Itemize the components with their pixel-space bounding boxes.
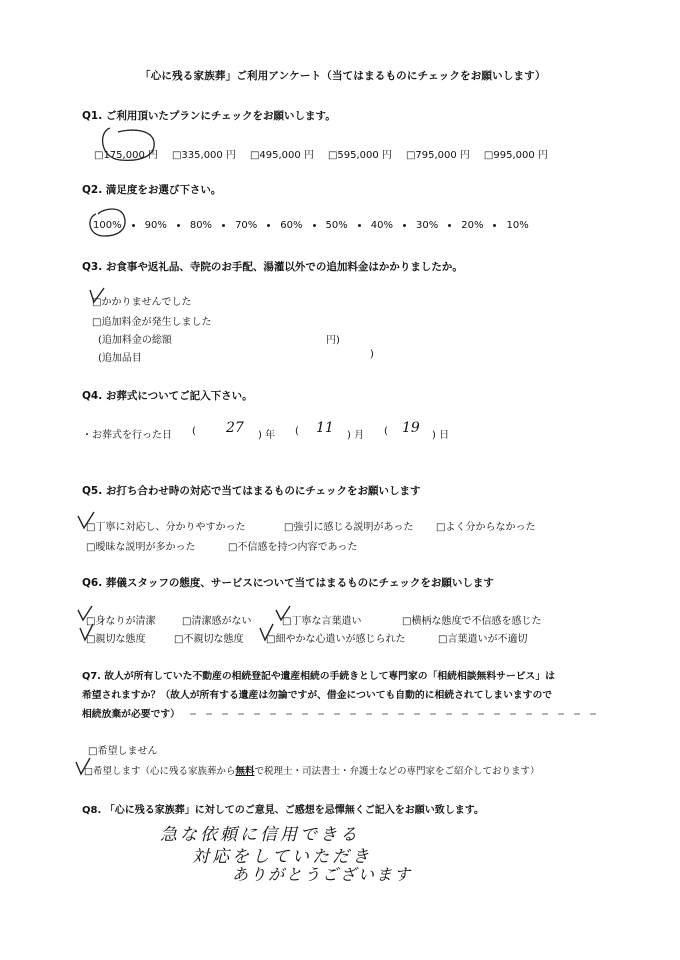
- q4-year-value[interactable]: 27: [226, 420, 244, 436]
- q2-label: Q2. 満足度をお選び下さい。: [82, 184, 222, 196]
- q2-option-60[interactable]: 60%: [280, 220, 303, 231]
- q4-date-label: ・お葬式を行った日: [82, 430, 172, 441]
- q7-option-decline[interactable]: □希望しません: [88, 746, 158, 757]
- q2-option-20[interactable]: 20%: [461, 220, 484, 231]
- q3-total-label: (追加料金の総額: [98, 335, 172, 346]
- q5-option-polite[interactable]: □丁寧に対応し、分かりやすかった: [86, 522, 246, 533]
- q6-option-polite-language[interactable]: □丁寧な言葉遣い: [282, 616, 362, 627]
- q2-options: [93, 220, 529, 231]
- q1-option-335000[interactable]: □335,000 円: [171, 150, 236, 161]
- q6-option-arrogant[interactable]: □横柄な態度で不信感を感じた: [402, 616, 542, 627]
- q7-label-line2: 希望されますか？（故人が所有する遺産は勿論ですが、借金についても自動的に相続されてしまいますので: [82, 690, 553, 701]
- q6-option-unkind[interactable]: □不親切な態度: [174, 634, 244, 645]
- q1-option-995000[interactable]: □995,000 円: [483, 150, 548, 161]
- q7-label-line1: Q7. 故人が所有していた不動産の相続登記や遺産相続の手続きとして専門家の「相続相談無料サービス」は: [82, 671, 555, 682]
- q6-option-inappropriate-language[interactable]: □言葉遣いが不適切: [438, 634, 528, 645]
- q4-open-year: (: [192, 426, 196, 437]
- q7-accept-text-pre: □希望します（心に残る家族葬から: [84, 766, 236, 777]
- q2-option-90[interactable]: 90%: [144, 220, 167, 231]
- q5-option-pushy[interactable]: □強引に感じる説明があった: [284, 522, 414, 533]
- q8-label: Q8. 「心に残る家族葬」に対してのご意見、ご感想を忌憚無くご記入をお願い致します。: [82, 805, 484, 816]
- q1-option-595000[interactable]: □595,000 円: [327, 150, 392, 161]
- q2-option-50[interactable]: 50%: [325, 220, 348, 231]
- q3-option-additional[interactable]: □追加料金が発生しました: [92, 317, 212, 328]
- q4-open-day: (: [384, 426, 388, 437]
- q5-option-vague[interactable]: □曖昧な説明が多かった: [86, 542, 196, 553]
- q1-label: Q1. ご利用頂いたプランにチェックをお願いします。: [82, 110, 336, 122]
- q3-label: Q3. お食事や返礼品、寺院のお手配、湯灌以外での追加料金はかかりましたか。: [82, 261, 463, 273]
- q3-total-unit: 円): [326, 335, 340, 346]
- q8-handwritten-line3: ありがとうございます: [232, 865, 413, 884]
- q4-day-value[interactable]: 19: [402, 420, 420, 436]
- q6-option-clean-appearance[interactable]: □身なりが清潔: [86, 616, 156, 627]
- q4-month-value[interactable]: 11: [316, 420, 334, 436]
- q4-close-day: ) 日: [432, 430, 450, 441]
- q8-handwritten-line1: 急な依頼に信用できる: [160, 825, 360, 845]
- q2-option-100[interactable]: 100%: [93, 220, 122, 231]
- q6-label: Q6. 葬儀スタッフの態度、サービスについて当てはまるものにチェックをお願いします: [82, 577, 494, 589]
- q1-options: [94, 146, 548, 161]
- q7-option-accept[interactable]: [84, 763, 540, 777]
- q2-option-80[interactable]: 80%: [189, 220, 213, 231]
- q3-items-close: ): [370, 349, 374, 360]
- q2-option-40[interactable]: 40%: [370, 220, 393, 231]
- q4-close-month: ) 月: [347, 430, 365, 441]
- q4-label: Q4. お葬式についてご記入下さい。: [82, 390, 253, 402]
- q6-option-not-clean[interactable]: □清潔感がない: [182, 616, 252, 627]
- q6-option-kind[interactable]: □親切な態度: [86, 634, 146, 645]
- q1-option-175000[interactable]: □175,000 円: [94, 150, 158, 161]
- q6-option-attentive[interactable]: □細やかな心遣いが感じられた: [266, 634, 406, 645]
- q2-option-70[interactable]: 70%: [235, 220, 258, 231]
- q7-label-line3: 相続放棄が必要です）: [82, 709, 180, 720]
- q5-label: Q5. お打ち合わせ時の対応で当てはまるものにチェックをお願いします: [82, 485, 421, 497]
- q5-option-unclear[interactable]: □よく分からなかった: [436, 522, 536, 533]
- survey-title: 「心に残る家族葬」ご利用アンケート（当てはまるものにチェックをお願いします）: [140, 70, 546, 82]
- q5-option-distrust[interactable]: □不信感を持つ内容であった: [228, 542, 358, 553]
- q2-option-30[interactable]: 30%: [416, 220, 439, 231]
- q1-option-495000[interactable]: □495,000 円: [249, 150, 314, 161]
- q8-handwritten-line2: 対応をしていただき: [192, 847, 372, 867]
- q7-accept-text-post: で税理士・司法書士・弁護士などの専門家をご紹介しております）: [254, 766, 540, 777]
- q1-option-795000[interactable]: □795,000 円: [405, 150, 470, 161]
- q2-option-10[interactable]: 10%: [506, 220, 529, 231]
- q3-option-none[interactable]: □かかりませんでした: [92, 297, 192, 308]
- q3-items-label: (追加品目: [98, 353, 142, 364]
- q4-open-month: (: [295, 426, 299, 437]
- q4-close-year: ) 年: [258, 430, 276, 441]
- q7-accept-free: 無料: [235, 766, 255, 777]
